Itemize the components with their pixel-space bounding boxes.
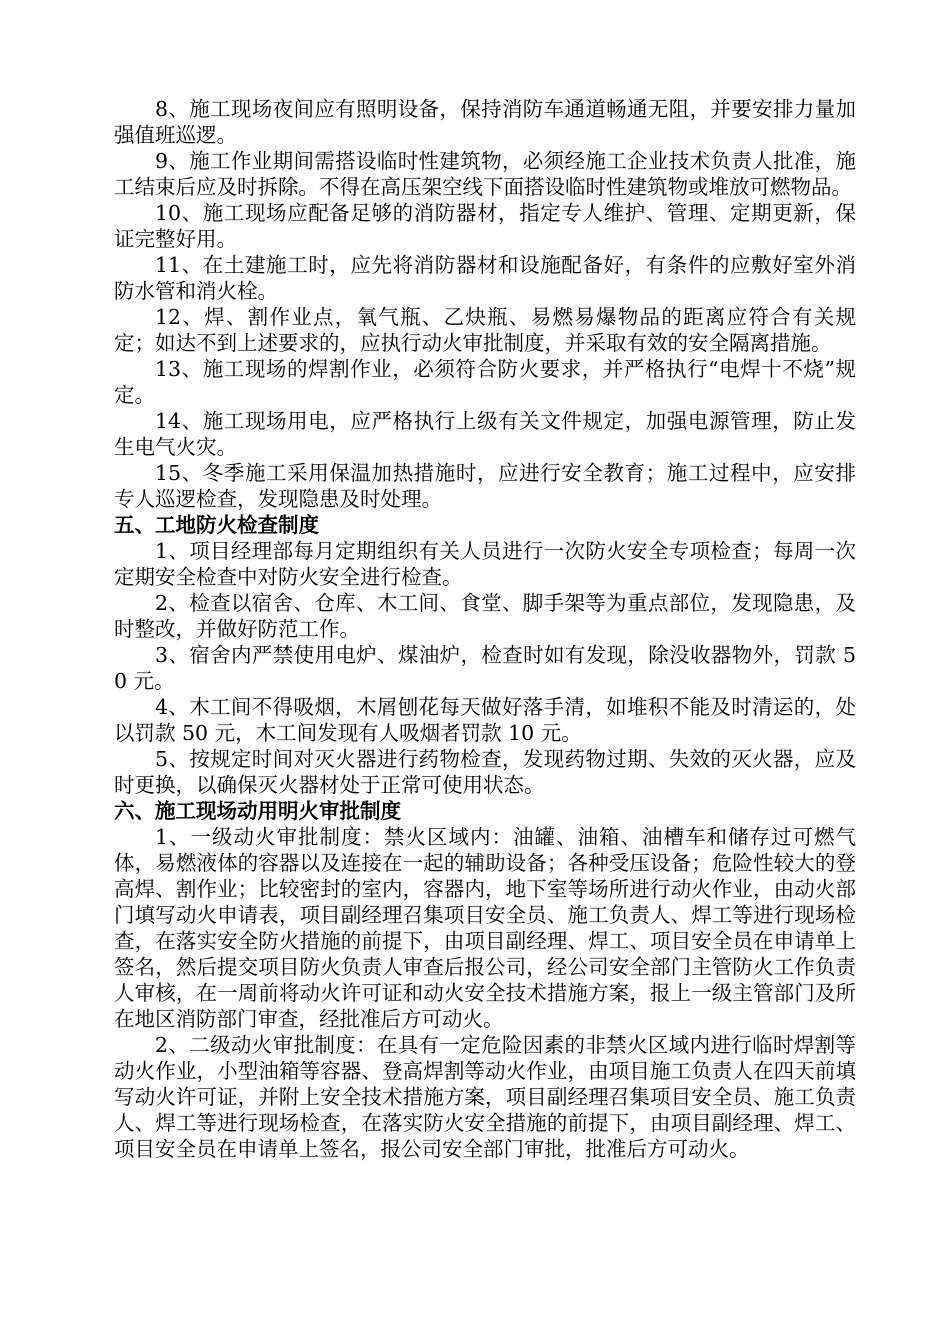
inspection-rule-3: 3、宿舍内严禁使用电炉、煤油炉，检查时如有发现，除没收器物外，罚款 50 元。 xyxy=(114,643,856,693)
inspection-rule-4: 4、木工间不得吸烟，木屑刨花每天做好落手清，如堆积不能及时清运的，处以罚款 50 元，木工间发现有人吸烟者罚款 10 元。 xyxy=(114,695,856,745)
section-heading-open-fire-approval: 六、施工现场动用明火审批制度 xyxy=(114,799,401,823)
inspection-rule-5: 5、按规定时间对灭火器进行药物检查，发现药物过期、失效的灭火器，应及时更换，以确保灭火器材处于正常可使用状态。 xyxy=(114,747,856,797)
fire-rule-14: 14、施工现场用电，应严格执行上级有关文件规定，加强电源管理，防止发生电气火灾。 xyxy=(114,409,856,459)
approval-rule-2: 2、二级动火审批制度：在具有一定危险因素的非禁火区域内进行临时焊割等动火作业，小型油箱等容器、登高焊割等动火作业，由项目施工负责人在四天前填写动火许可证，并附上安全技术措施方案，项目副经理召集项目安全员、施工负责人、焊工等进行现场检查，在落实防火安全措施的前提下，由项目副经理、焊工、项目安全员在申请单上签名，报公司安全部门审批，批准后方可动火。 xyxy=(114,1033,856,1161)
fire-rule-12: 12、焊、割作业点，氧气瓶、乙炔瓶、易燃易爆物品的距离应符合有关规定；如达不到上述要求的，应执行动火审批制度，并采取有效的安全隔离措施。 xyxy=(114,305,856,355)
fire-rule-15: 15、冬季施工采用保温加热措施时，应进行安全教育；施工过程中，应安排专人巡逻检查，发现隐患及时处理。 xyxy=(114,461,856,511)
fire-rule-9: 9、施工作业期间需搭设临时性建筑物，必须经施工企业技术负责人批准，施工结束后应及时拆除。不得在高压架空线下面搭设临时性建筑物或堆放可燃物品。 xyxy=(114,149,856,199)
fire-rule-11: 11、在土建施工时，应先将消防器材和设施配备好，有条件的应敷好室外消防水管和消火栓。 xyxy=(114,253,856,303)
fire-rule-8: 8、施工现场夜间应有照明设备，保持消防车通道畅通无阻，并要安排力量加强值班巡逻。 xyxy=(114,97,856,147)
fire-rule-10: 10、施工现场应配备足够的消防器材，指定专人维护、管理、定期更新，保证完整好用。 xyxy=(114,201,856,251)
document-page xyxy=(114,96,856,1162)
inspection-rule-2: 2、检查以宿舍、仓库、木工间、食堂、脚手架等为重点部位，发现隐患，及时整改，并做好防范工作。 xyxy=(114,591,856,641)
approval-rule-1: 1、一级动火审批制度：禁火区域内：油罐、油箱、油槽车和储存过可燃气体，易燃液体的容器以及连接在一起的辅助设备；各种受压设备；危险性较大的登高焊、割作业；比较密封的室内，容器内，地下室等场所进行动火作业，由动火部门填写动火申请表，项目副经理召集项目安全员、施工负责人、焊工等进行现场检查，在落实安全防火措施的前提下，由项目副经理、焊工、项目安全员在申请单上签名，然后提交项目防火负责人审查后报公司，经公司安全部门主管防火工作负责人审核，在一周前将动火许可证和动火安全技术措施方案，报上一级主管部门及所在地区消防部门审查，经批准后方可动火。 xyxy=(114,825,856,1031)
inspection-rule-1: 1、项目经理部每月定期组织有关人员进行一次防火安全专项检查；每周一次定期安全检查中对防火安全进行检查。 xyxy=(114,539,856,589)
fire-rule-13: 13、施工现场的焊割作业，必须符合防火要求，并严格执行“电焊十不烧”规定。 xyxy=(114,357,856,407)
section-heading-fire-inspection: 五、工地防火检查制度 xyxy=(114,513,319,537)
